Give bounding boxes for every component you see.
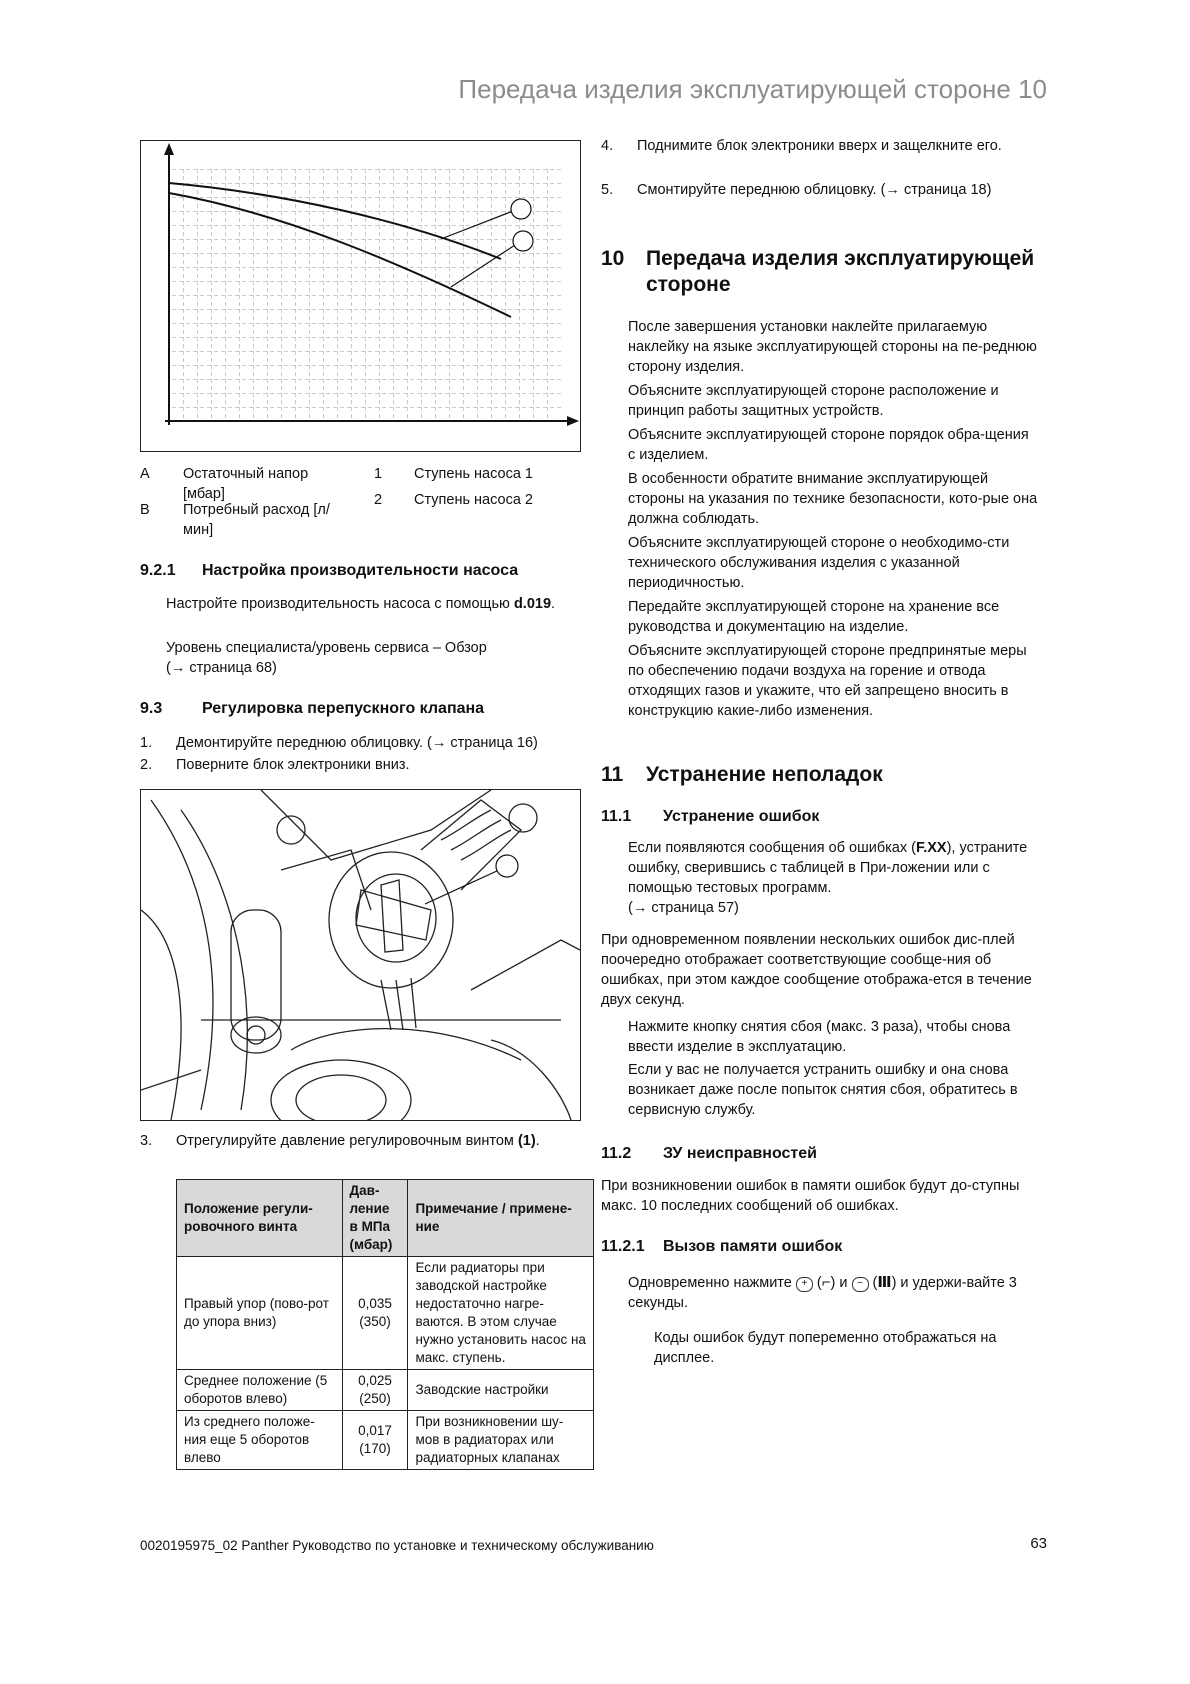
paragraph: Объясните эксплуатирующей стороне о необходимо-сти технического обслуживания изделия с указанной периодичностью. (628, 535, 1010, 591)
table-row (177, 1370, 594, 1411)
callout-1-marker (511, 199, 531, 219)
list-item: 3. Отрегулируйте давление регулировочным винтом (1). (140, 1133, 540, 1149)
valve-settings-table (176, 1179, 594, 1470)
table-cell: Правый упор (пово-рот до упора вниз) (177, 1257, 343, 1370)
table-row (177, 1411, 594, 1470)
paragraph: Передайте эксплуатирующей стороне на хранение все руководства и документацию на изделие. (628, 599, 1000, 635)
table-header-cell: Примечание / примене-ние (408, 1180, 594, 1257)
hot-water-tap-icon: ⌐ (821, 1274, 831, 1291)
legend-item: B Потребный расход [л/мин] (140, 502, 330, 538)
paragraph: Настройте производительность насоса с помощью d.019. (166, 596, 556, 612)
pump-curve-figure (140, 140, 581, 452)
table-cell: Заводские настройки (408, 1370, 594, 1411)
paragraph: Если у вас не получается устранить ошибку и она снова возникает даже после попыток снятия сбоя, обратитесь в сервисную службу. (628, 1062, 1018, 1118)
chapter-heading-11: 11 Устранение неполадок (601, 763, 883, 786)
list-item: 2. Поверните блок электроники вниз. (140, 757, 410, 773)
page-number: 63 (1030, 1535, 1047, 1552)
result-paragraph: Коды ошибок будут попеременно отображаться на дисплее. (654, 1330, 997, 1366)
table-cell: Из среднего положе-ния еще 5 оборотов влево (177, 1411, 343, 1470)
legend-item: 1 Ступень насоса 1 (374, 466, 533, 482)
plus-button-icon: + (796, 1277, 813, 1292)
callout-2-marker (513, 231, 533, 251)
page-reference: (→ страница 57) (628, 900, 739, 916)
paragraph: Если появляются сообщения об ошибках (F.XX), устраните ошибку, сверившись с таблицей в При-ложении или с помощью тестовых программ. (→ страница 57) (628, 840, 1028, 916)
table-header-row (177, 1180, 594, 1257)
pump-curve-graph (141, 141, 580, 451)
table-cell: Среднее положение (5 оборотов влево) (177, 1370, 343, 1411)
table-cell: 0,025 (250) (342, 1370, 408, 1411)
table-header-cell: Дав-ление в МПа (мбар) (342, 1180, 408, 1257)
table-row (177, 1257, 594, 1370)
minus-button-icon: − (852, 1277, 869, 1292)
page-reference: (→ страница 68) (166, 660, 277, 676)
diagnostic-code: d.019 (513, 596, 552, 612)
list-item: 4. Поднимите блок электроники вверх и защелкните его. (601, 138, 1002, 154)
paragraph: Объясните эксплуатирующей стороне расположение и принцип работы защитных устройств. (628, 383, 999, 419)
chapter-10-body (628, 317, 1038, 721)
paragraph: Объясните эксплуатирующей стороне предпринятые меры по обеспечению подачи воздуха на горение и отвода отходящих газов и укажите, что ей запрещено вносить в конструкцию какие-либо изменения. (628, 643, 1027, 719)
paragraph: Нажмите кнопку снятия сбоя (макс. 3 раза), чтобы снова ввести изделие в эксплуатацию. (628, 1019, 1011, 1055)
legend-item: A Остаточный напор [мбар] (140, 466, 309, 502)
bypass-valve-figure (140, 789, 581, 1121)
section-heading-11-1: 11.1 Устранение ошибок (601, 808, 820, 825)
chapter-heading-10: 10 Передача изделия эксплуатирующей стороне (601, 247, 1035, 296)
table-cell: Если радиаторы при заводской настройке недостаточно нагре-ваются. В этом случае нужно установить насос на макс. ступень. (408, 1257, 594, 1370)
paragraph: Одновременно нажмите + (⌐) и − (Ⅲ) и удержи-вайте 3 секунды. (628, 1274, 1017, 1311)
callout-1-marker (496, 855, 518, 877)
paragraph: Объясните эксплуатирующей стороне порядок обра-щения с изделием. (628, 427, 1029, 463)
paragraph: Уровень специалиста/уровень сервиса – Обзор (→ страница 68) (166, 640, 487, 676)
running-header: Передача изделия эксплуатирующей стороне 10 (458, 74, 1047, 104)
y-axis-arrow (164, 143, 174, 155)
section-heading-11-2: 11.2 ЗУ неисправностей (601, 1145, 817, 1162)
table-cell: 0,017 (170) (342, 1411, 408, 1470)
radiator-icon: Ⅲ (877, 1274, 892, 1291)
bypass-valve-illustration (141, 790, 580, 1120)
table-cell: При возникновении шу-мов в радиаторах или радиаторных клапанах (408, 1411, 594, 1470)
paragraph: При одновременном появлении нескольких ошибок дис-плей поочередно отображает соответствующие сообще-ния об ошибках, при этом каждое сообщение отобража-ется в течение двух секунд. (601, 932, 1032, 1008)
list-item: 5. Смонтируйте переднюю облицовку. (→ страница 18) (601, 182, 992, 198)
section-heading-9-2-1: 9.2.1 Настройка производительности насоса (140, 562, 519, 579)
paragraph: В особенности обратите внимание эксплуатирующей стороны на указания по технике безопасности, кото-рые она должна соблюдать. (628, 471, 1038, 527)
x-axis-arrow (567, 416, 579, 426)
list-item: 1. Демонтируйте переднюю облицовку. (→ страница 16) (140, 735, 538, 751)
error-code: F.XX (915, 840, 947, 856)
footer-document-info: 0020195975_02 Panther Руководство по установке и техническому обслуживанию (140, 1538, 654, 1553)
paragraph: После завершения установки наклейте прилагаемую наклейку на языке эксплуатирующей стороны на пе-реднюю сторону изделия. (628, 319, 1037, 375)
section-heading-11-2-1: 11.2.1 Вызов памяти ошибок (601, 1238, 843, 1255)
callout-reference: (1) (517, 1133, 536, 1149)
table-header-cell: Положение регули-ровочного винта (177, 1180, 343, 1257)
callout-1-leader (425, 870, 499, 904)
section-heading-9-3: 9.3 Регулировка перепускного клапана (140, 700, 485, 717)
table-cell: 0,035 (350) (342, 1257, 408, 1370)
paragraph: При возникновении ошибок в памяти ошибок будут до-ступны макс. 10 последних сообщений об ошибках. (601, 1178, 1020, 1214)
legend-item: 2 Ступень насоса 2 (374, 492, 533, 508)
